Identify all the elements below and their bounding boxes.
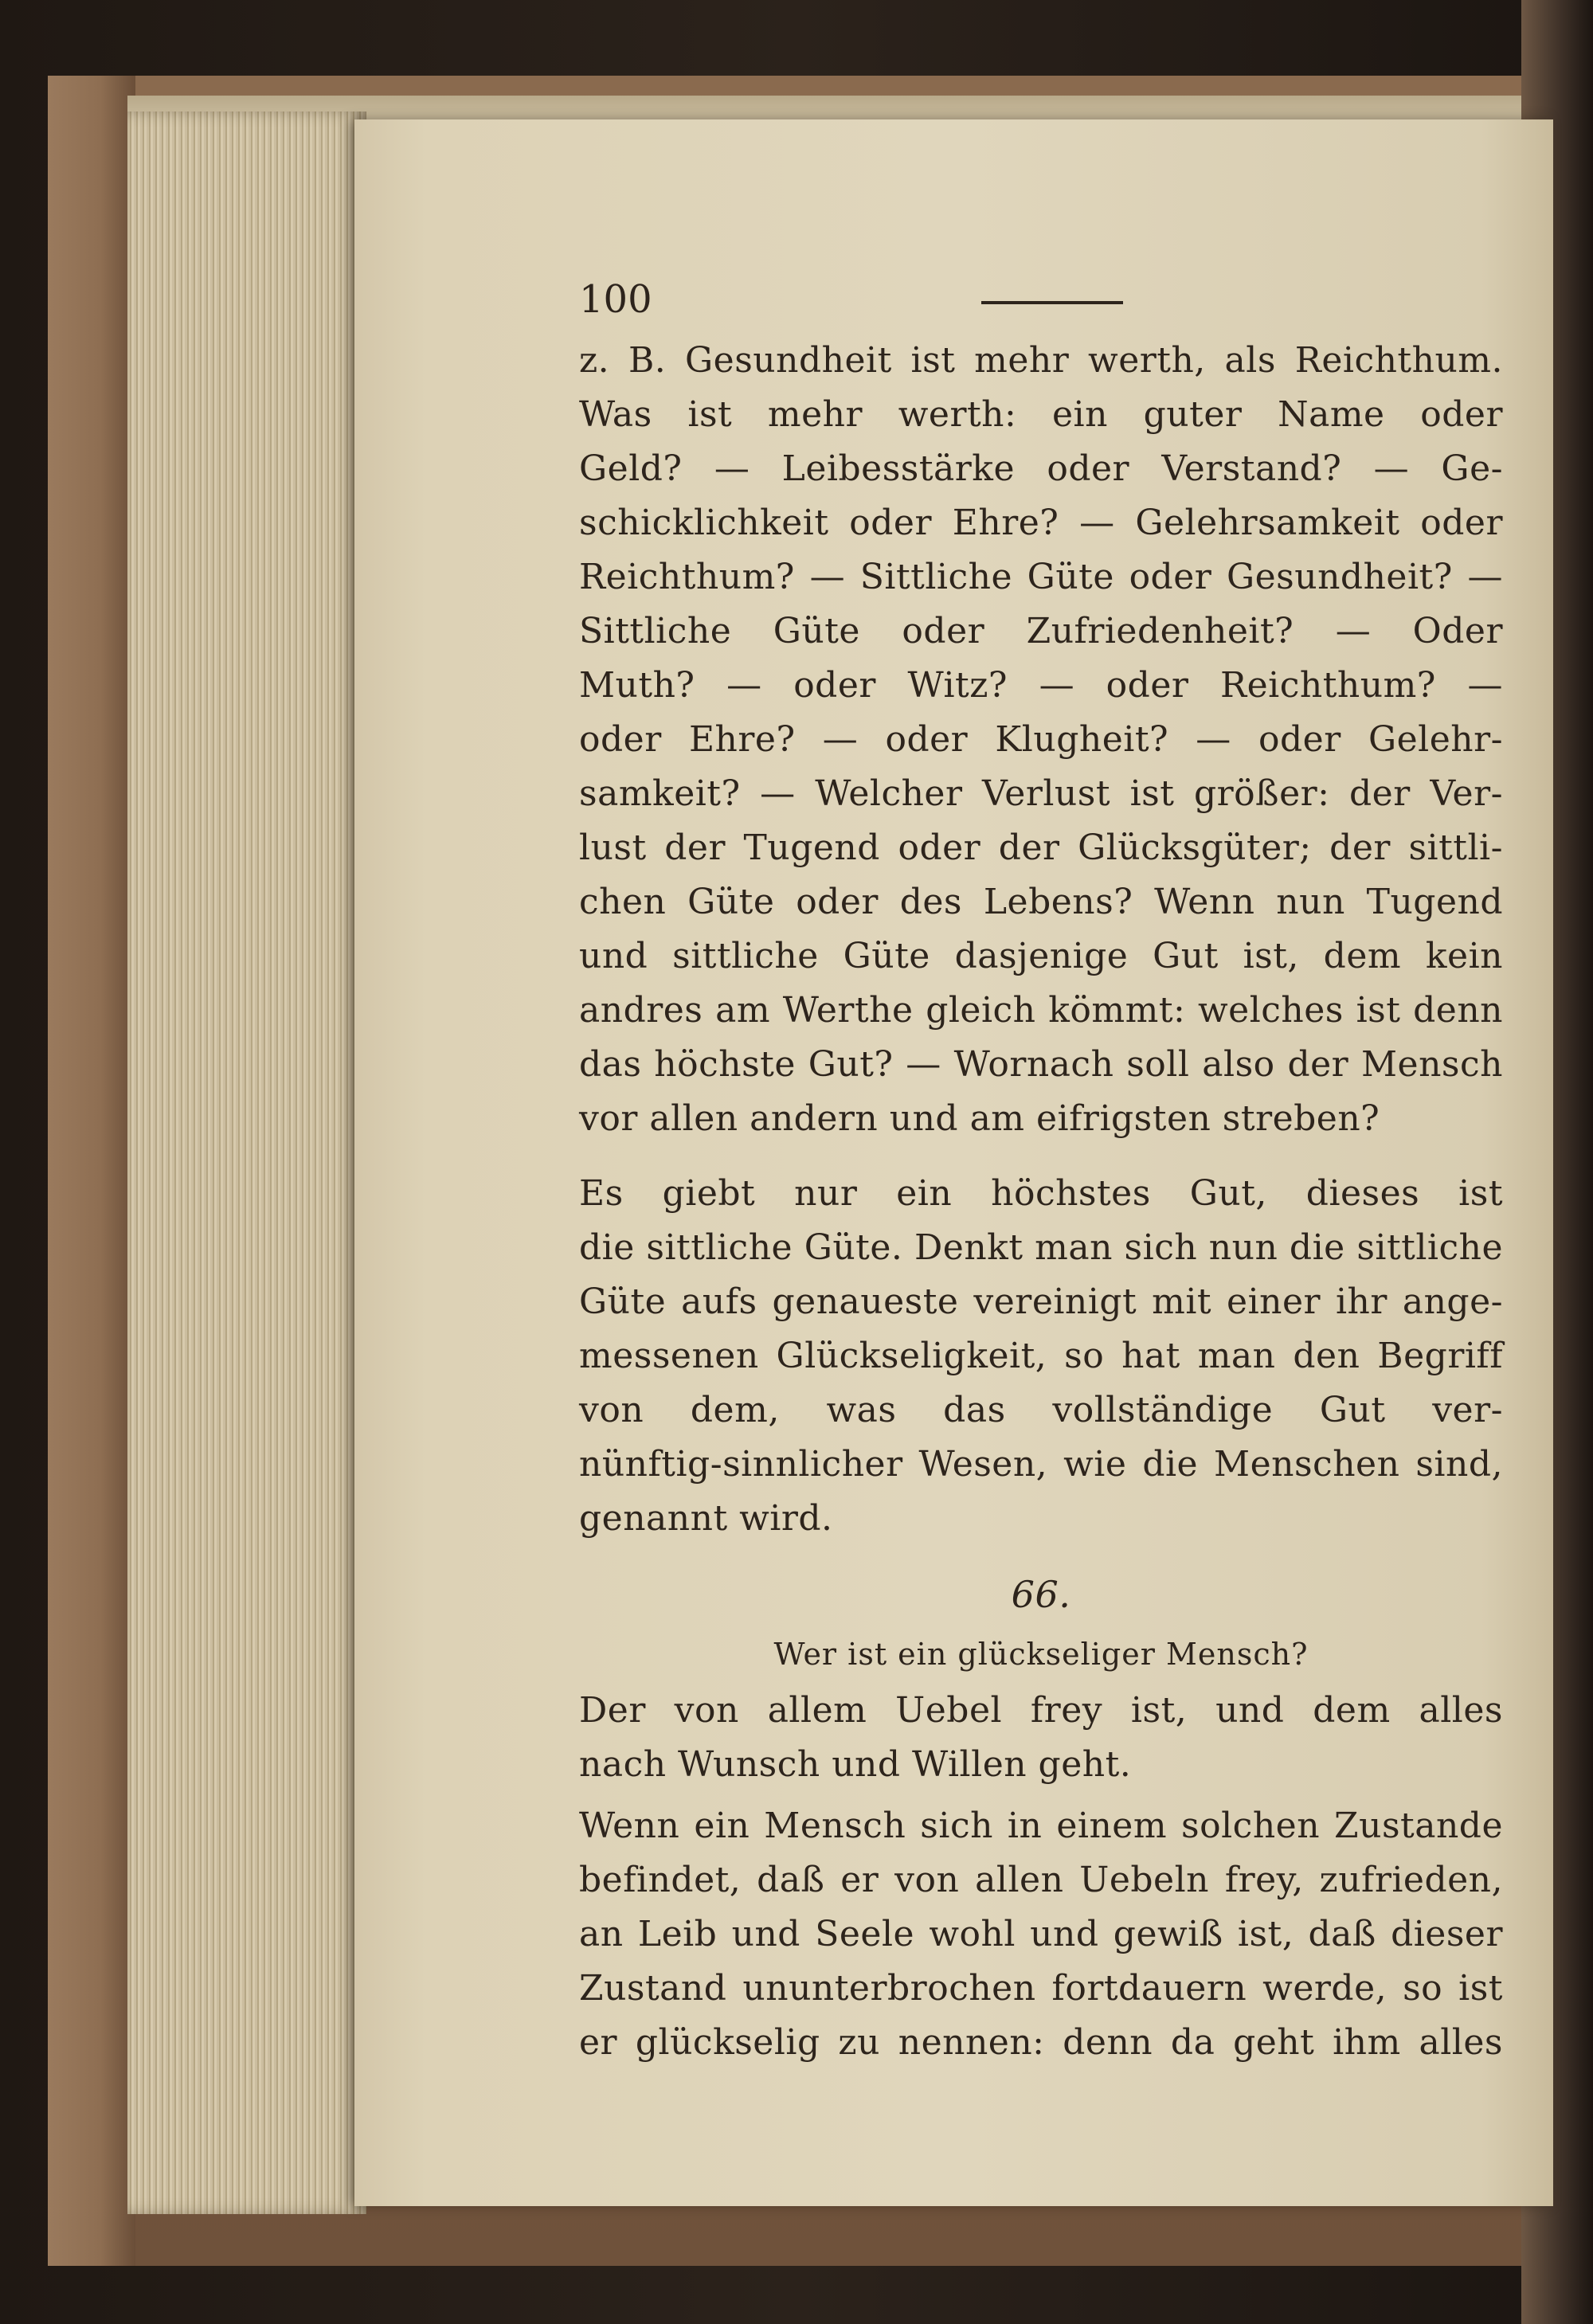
text-line: die sittliche Güte. Denkt man sich nun die sittliche [579,1227,1503,1268]
section-number: 66. [1011,1573,1071,1616]
text-line: Güte aufs genaueste vereinigt mit einer ihr ange- [579,1281,1503,1322]
text-line: nünftig-sinnlicher Wesen, wie die Menschen sind, [579,1444,1503,1485]
text-line: schicklichkeit oder Ehre? — Gelehrsamkeit oder [579,503,1503,543]
text-line: Wenn ein Mensch sich in einem solchen Zustande [579,1806,1503,1846]
text-line: nach Wunsch und Willen geht. [579,1744,1132,1785]
text-line: z. B. Gesundheit ist mehr werth, als Reichthum. [579,340,1503,381]
header-rule [981,301,1123,304]
text-line: vor allen andern und am eifrigsten streben? [579,1098,1380,1139]
text-line: Der von allem Uebel frey ist, und dem alles [579,1690,1503,1731]
section-title: Wer ist ein glückseliger Mensch? [773,1637,1309,1672]
text-line: genannt wird. [579,1498,833,1539]
text-line: an Leib und Seele wohl und gewiß ist, daß dieser [579,1914,1503,1954]
text-line: von dem, was das vollständige Gut ver- [579,1390,1503,1430]
text-line: Geld? — Leibesstärke oder Verstand? — Ge- [579,448,1503,489]
text-line: Zustand ununterbrochen fortdauern werde, so ist [579,1968,1503,2009]
text-line: befindet, daß er von allen Uebeln frey, zufrieden, [579,1860,1503,1900]
text-line: oder Ehre? — oder Klugheit? — oder Gelehr- [579,719,1503,760]
text-line: lust der Tugend oder der Glücksgüter; der sittli- [579,827,1503,868]
text-line: messenen Glückseligkeit, so hat man den Begriff [579,1336,1503,1376]
text-line: das höchste Gut? — Wornach soll also der Mensch [579,1044,1503,1085]
text-line: Es giebt nur ein höchstes Gut, dieses ist [579,1173,1503,1214]
page-header [579,277,1503,325]
text-line: Was ist mehr werth: ein guter Name oder [579,394,1503,435]
text-line: er glückselig zu nennen: denn da geht ihm alles [579,2022,1503,2063]
page-edges-stack [127,112,366,2214]
text-line: und sittliche Güte dasjenige Gut ist, dem kein [579,936,1503,976]
text-line: Reichthum? — Sittliche Güte oder Gesundheit? — [579,557,1503,597]
text-line: andres am Werthe gleich kömmt: welches ist denn [579,990,1503,1031]
cover-edge [48,76,135,2266]
text-line: samkeit? — Welcher Verlust ist größer: der Ver- [579,773,1503,814]
text-line: Sittliche Güte oder Zufriedenheit? — Oder [579,611,1503,651]
text-line: Muth? — oder Witz? — oder Reichthum? — [579,665,1503,706]
page-number: 100 [579,277,652,322]
text-line: chen Güte oder des Lebens? Wenn nun Tugend [579,882,1503,922]
